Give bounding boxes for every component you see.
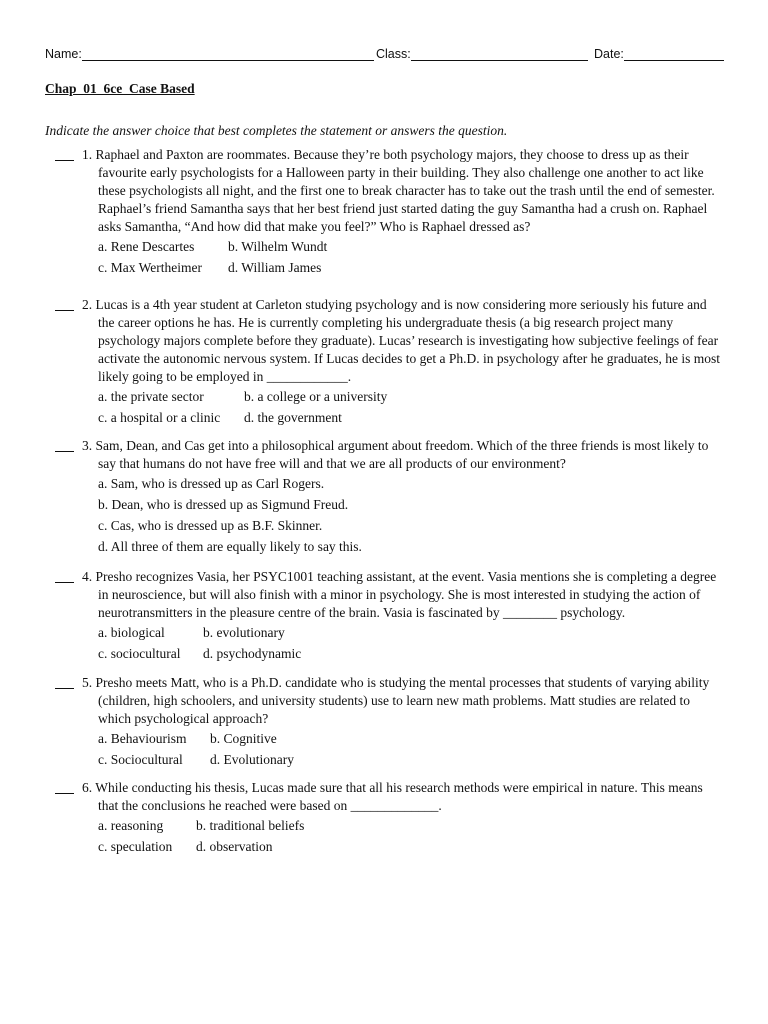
question-6 (55, 779, 725, 857)
class-line[interactable] (411, 46, 588, 61)
choice-d[interactable]: d. William James (228, 260, 322, 275)
choice-c[interactable]: c. Cas, who is dressed up as B.F. Skinner. (98, 518, 323, 533)
choice-b[interactable]: b. Dean, who is dressed up as Sigmund Freud. (98, 497, 349, 512)
name-line[interactable] (82, 46, 374, 61)
question-text: Presho meets Matt, who is a Ph.D. candidate who is studying the mental processes that students of varying ability (children, high schoolers, and university students) use to learn new math problems. Matt studies are related to which psychological approach? (95, 675, 710, 726)
question-number: 6. (82, 780, 93, 795)
choice-d[interactable]: d. All three of them are equally likely to say this. (98, 539, 362, 554)
choice-d[interactable]: d. Evolutionary (210, 752, 294, 767)
date-label: Date: (594, 47, 624, 61)
question-number: 5. (82, 675, 93, 690)
choice-a[interactable]: a. Rene Descartes (98, 239, 195, 254)
name-label: Name: (45, 47, 82, 61)
date-line[interactable] (624, 46, 724, 61)
choice-d[interactable]: d. the government (244, 410, 342, 425)
choice-b[interactable]: b. evolutionary (203, 625, 285, 640)
class-field[interactable] (376, 46, 588, 61)
choice-b[interactable]: b. a college or a university (244, 389, 388, 404)
choice-c[interactable]: c. Max Wertheimer (98, 260, 202, 275)
choice-c[interactable]: c. speculation (98, 839, 173, 854)
answer-blank[interactable] (55, 688, 74, 689)
choice-c[interactable]: c. a hospital or a clinic (98, 410, 221, 425)
answer-blank[interactable] (55, 793, 74, 794)
instructions: Indicate the answer choice that best completes the statement or answers the question. (45, 123, 508, 138)
answer-blank[interactable] (55, 451, 74, 452)
choice-a[interactable]: a. Behaviourism (98, 731, 187, 746)
class-label: Class: (376, 47, 411, 61)
choice-b[interactable]: b. Wilhelm Wundt (228, 239, 328, 254)
name-field[interactable] (45, 46, 374, 61)
answer-blank[interactable] (55, 160, 74, 161)
choice-a[interactable]: a. Sam, who is dressed up as Carl Rogers. (98, 476, 325, 491)
choice-b[interactable]: b. Cognitive (210, 731, 277, 746)
answer-blank[interactable] (55, 310, 74, 311)
student-info-header (45, 46, 725, 66)
choice-a[interactable]: a. the private sector (98, 389, 204, 404)
question-text: While conducting his thesis, Lucas made sure that all his research methods were empirical in nature. This means that the conclusions he reached were based on _____________. (95, 780, 703, 813)
question-number: 2. (82, 297, 93, 312)
question-text: Raphael and Paxton are roommates. Because they’re both psychology majors, they choose to dress up as their favourite early psychologists for a Halloween party in their building. They also challenge one another to act like these psychologists all night, and the first one to break character has to take out the trash until the end of semester. Raphael’s friend Samantha says that her best friend just started dating the guy Samantha had a crush on. Raphael asks Samantha, “And how did that make you feel?” Who is Raphael dressed as? (95, 147, 715, 234)
question-text: Presho recognizes Vasia, her PSYC1001 teaching assistant, at the event. Vasia mentions she is completing a degree in neuroscience, but will also finish with a minor in psychology. She is most interested in studying the action of neurotransmitters in the pleasure centre of the brain. Vasia is fascinated by ________ psychology. (95, 569, 717, 620)
question-2 (55, 296, 725, 428)
question-number: 3. (82, 438, 93, 453)
question-3 (55, 437, 725, 557)
question-number: 1. (82, 147, 93, 162)
question-1 (55, 146, 725, 278)
choice-c[interactable]: c. Sociocultural (98, 752, 183, 767)
question-5 (55, 674, 725, 770)
question-4 (55, 568, 725, 664)
choice-a[interactable]: a. biological (98, 625, 165, 640)
choice-a[interactable]: a. reasoning (98, 818, 164, 833)
question-number: 4. (82, 569, 93, 584)
answer-blank[interactable] (55, 582, 74, 583)
choice-d[interactable]: d. psychodynamic (203, 646, 302, 661)
date-field[interactable] (594, 46, 724, 61)
choice-c[interactable]: c. sociocultural (98, 646, 181, 661)
question-text: Sam, Dean, and Cas get into a philosophical argument about freedom. Which of the three friends is most likely to say that humans do not have free will and that we are all products of our environment? (95, 438, 709, 471)
choice-b[interactable]: b. traditional beliefs (196, 818, 305, 833)
question-text: Lucas is a 4th year student at Carleton studying psychology and is now considering more seriously his future and the career options he has. He is currently completing his undergraduate thesis (a big research project many psychology majors complete before they graduate). Lucas’ research is investigating how subjective feelings of fear activate the autonomic nervous system. If Lucas decides to get a Ph.D. in psychology after he graduates, he is most likely going to be employed in ____________. (95, 297, 720, 384)
document-title: Chap 01 6ce Case Based (45, 81, 195, 96)
choice-d[interactable]: d. observation (196, 839, 273, 854)
